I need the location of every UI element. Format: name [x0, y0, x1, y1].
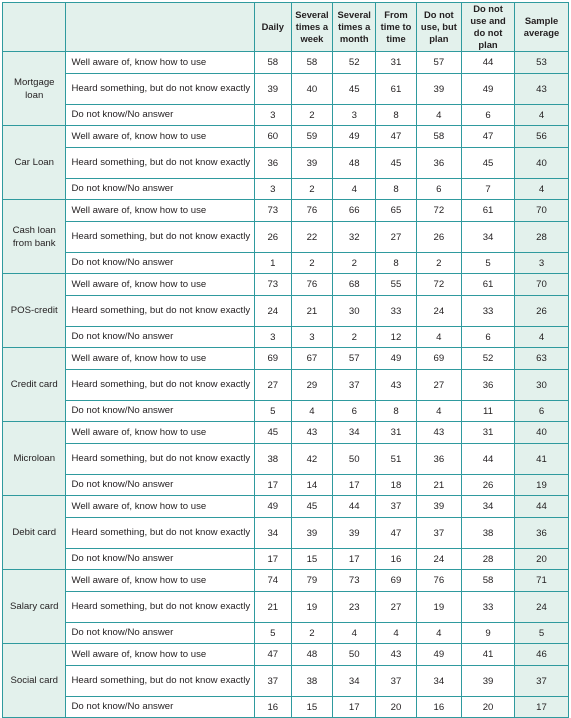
value-cell: 76 [291, 200, 332, 222]
value-cell: 24 [254, 296, 291, 327]
value-cell: 3 [254, 179, 291, 200]
value-cell: 42 [291, 444, 332, 475]
value-cell: 34 [254, 518, 291, 549]
value-cell: 17 [333, 549, 376, 570]
answer-label: Heard something, but do not know exactly [66, 296, 254, 327]
answer-label: Heard something, but do not know exactly [66, 370, 254, 401]
value-cell: 17 [254, 475, 291, 496]
header-product [3, 3, 66, 52]
value-cell: 69 [376, 570, 416, 592]
value-cell: 2 [291, 105, 332, 126]
value-cell: 12 [376, 327, 416, 348]
table-body [3, 52, 569, 718]
value-cell: 76 [291, 274, 332, 296]
value-cell: 74 [254, 570, 291, 592]
table-row [3, 148, 569, 179]
answer-label: Well aware of, know how to use [66, 52, 254, 74]
answer-label: Do not know/No answer [66, 475, 254, 496]
value-cell: 61 [462, 200, 515, 222]
sample-average-cell: 44 [514, 496, 568, 518]
value-cell: 2 [291, 179, 332, 200]
value-cell: 33 [376, 296, 416, 327]
value-cell: 17 [254, 549, 291, 570]
sample-average-cell: 46 [514, 644, 568, 666]
value-cell: 39 [416, 496, 461, 518]
value-cell: 23 [333, 592, 376, 623]
table-row [3, 253, 569, 274]
table-row [3, 105, 569, 126]
value-cell: 39 [462, 666, 515, 697]
value-cell: 7 [462, 179, 515, 200]
product-label: Mortgage loan [3, 52, 66, 126]
value-cell: 37 [376, 666, 416, 697]
header-sample-average: Sample average [514, 3, 568, 52]
value-cell: 39 [254, 74, 291, 105]
value-cell: 27 [254, 370, 291, 401]
value-cell: 49 [376, 348, 416, 370]
answer-label: Well aware of, know how to use [66, 422, 254, 444]
value-cell: 37 [376, 496, 416, 518]
value-cell: 39 [291, 148, 332, 179]
value-cell: 69 [416, 348, 461, 370]
value-cell: 61 [376, 74, 416, 105]
value-cell: 69 [254, 348, 291, 370]
value-cell: 58 [416, 126, 461, 148]
value-cell: 49 [462, 74, 515, 105]
value-cell: 43 [416, 422, 461, 444]
product-label: Credit card [3, 348, 66, 422]
sample-average-cell: 6 [514, 401, 568, 422]
table-row [3, 697, 569, 718]
value-cell: 43 [291, 422, 332, 444]
value-cell: 45 [376, 148, 416, 179]
header-not-use-plan: Do not use, but plan [416, 3, 461, 52]
value-cell: 19 [416, 592, 461, 623]
sample-average-cell: 24 [514, 592, 568, 623]
value-cell: 36 [462, 370, 515, 401]
value-cell: 43 [376, 370, 416, 401]
value-cell: 73 [254, 274, 291, 296]
sample-average-cell: 37 [514, 666, 568, 697]
table-row [3, 401, 569, 422]
table-row [3, 475, 569, 496]
value-cell: 44 [462, 444, 515, 475]
table-row [3, 444, 569, 475]
value-cell: 40 [291, 74, 332, 105]
value-cell: 37 [333, 370, 376, 401]
sample-average-cell: 4 [514, 327, 568, 348]
value-cell: 2 [333, 253, 376, 274]
value-cell: 58 [462, 570, 515, 592]
header-answer [66, 3, 254, 52]
value-cell: 1 [254, 253, 291, 274]
value-cell: 30 [333, 296, 376, 327]
value-cell: 55 [376, 274, 416, 296]
value-cell: 22 [291, 222, 332, 253]
value-cell: 34 [333, 422, 376, 444]
value-cell: 66 [333, 200, 376, 222]
sample-average-cell: 53 [514, 52, 568, 74]
sample-average-cell: 5 [514, 623, 568, 644]
value-cell: 9 [462, 623, 515, 644]
value-cell: 60 [254, 126, 291, 148]
value-cell: 16 [254, 697, 291, 718]
product-label: Microloan [3, 422, 66, 496]
table-row [3, 274, 569, 296]
sample-average-cell: 70 [514, 200, 568, 222]
value-cell: 34 [462, 222, 515, 253]
value-cell: 4 [416, 401, 461, 422]
header-several-month: Several times a month [333, 3, 376, 52]
table-row [3, 348, 569, 370]
value-cell: 4 [333, 623, 376, 644]
value-cell: 26 [254, 222, 291, 253]
value-cell: 3 [254, 327, 291, 348]
value-cell: 20 [462, 697, 515, 718]
value-cell: 31 [462, 422, 515, 444]
sample-average-cell: 30 [514, 370, 568, 401]
table-row [3, 200, 569, 222]
value-cell: 37 [254, 666, 291, 697]
answer-label: Do not know/No answer [66, 549, 254, 570]
value-cell: 38 [291, 666, 332, 697]
value-cell: 21 [291, 296, 332, 327]
awareness-table [2, 2, 569, 718]
value-cell: 49 [254, 496, 291, 518]
value-cell: 39 [291, 518, 332, 549]
value-cell: 2 [291, 623, 332, 644]
value-cell: 73 [333, 570, 376, 592]
value-cell: 6 [416, 179, 461, 200]
sample-average-cell: 40 [514, 148, 568, 179]
header-not-use-not-plan: Do not use and do not plan [462, 3, 515, 52]
value-cell: 4 [291, 401, 332, 422]
value-cell: 3 [291, 327, 332, 348]
value-cell: 59 [291, 126, 332, 148]
value-cell: 5 [462, 253, 515, 274]
answer-label: Do not know/No answer [66, 697, 254, 718]
value-cell: 38 [254, 444, 291, 475]
value-cell: 58 [254, 52, 291, 74]
value-cell: 4 [376, 623, 416, 644]
value-cell: 73 [254, 200, 291, 222]
value-cell: 47 [376, 518, 416, 549]
value-cell: 26 [416, 222, 461, 253]
answer-label: Well aware of, know how to use [66, 570, 254, 592]
value-cell: 52 [462, 348, 515, 370]
table-row [3, 422, 569, 444]
value-cell: 21 [254, 592, 291, 623]
value-cell: 43 [376, 644, 416, 666]
value-cell: 48 [291, 644, 332, 666]
value-cell: 4 [333, 179, 376, 200]
value-cell: 5 [254, 623, 291, 644]
value-cell: 48 [333, 148, 376, 179]
value-cell: 72 [416, 200, 461, 222]
value-cell: 18 [376, 475, 416, 496]
value-cell: 27 [376, 222, 416, 253]
value-cell: 50 [333, 444, 376, 475]
value-cell: 17 [333, 475, 376, 496]
header-row [3, 3, 569, 52]
value-cell: 11 [462, 401, 515, 422]
value-cell: 58 [291, 52, 332, 74]
value-cell: 4 [416, 623, 461, 644]
value-cell: 34 [416, 666, 461, 697]
product-label: Debit card [3, 496, 66, 570]
answer-label: Heard something, but do not know exactly [66, 666, 254, 697]
value-cell: 21 [416, 475, 461, 496]
answer-label: Heard something, but do not know exactly [66, 518, 254, 549]
answer-label: Do not know/No answer [66, 105, 254, 126]
value-cell: 47 [376, 126, 416, 148]
answer-label: Heard something, but do not know exactly [66, 222, 254, 253]
answer-label: Well aware of, know how to use [66, 496, 254, 518]
table-row [3, 126, 569, 148]
value-cell: 44 [333, 496, 376, 518]
product-label: Social card [3, 644, 66, 718]
answer-label: Well aware of, know how to use [66, 200, 254, 222]
value-cell: 15 [291, 549, 332, 570]
header-several-week: Several times a week [291, 3, 332, 52]
value-cell: 34 [462, 496, 515, 518]
value-cell: 2 [333, 327, 376, 348]
value-cell: 50 [333, 644, 376, 666]
table-row [3, 496, 569, 518]
value-cell: 29 [291, 370, 332, 401]
value-cell: 44 [462, 52, 515, 74]
value-cell: 36 [254, 148, 291, 179]
value-cell: 8 [376, 179, 416, 200]
answer-label: Do not know/No answer [66, 623, 254, 644]
value-cell: 24 [416, 549, 461, 570]
value-cell: 37 [416, 518, 461, 549]
value-cell: 65 [376, 200, 416, 222]
value-cell: 20 [376, 697, 416, 718]
table-row [3, 370, 569, 401]
value-cell: 2 [416, 253, 461, 274]
value-cell: 45 [333, 74, 376, 105]
sample-average-cell: 19 [514, 475, 568, 496]
answer-label: Well aware of, know how to use [66, 126, 254, 148]
value-cell: 3 [254, 105, 291, 126]
sample-average-cell: 43 [514, 74, 568, 105]
value-cell: 3 [333, 105, 376, 126]
value-cell: 45 [462, 148, 515, 179]
sample-average-cell: 4 [514, 105, 568, 126]
answer-label: Do not know/No answer [66, 327, 254, 348]
product-label: POS-credit [3, 274, 66, 348]
sample-average-cell: 28 [514, 222, 568, 253]
table-row [3, 296, 569, 327]
sample-average-cell: 17 [514, 697, 568, 718]
value-cell: 45 [291, 496, 332, 518]
sample-average-cell: 40 [514, 422, 568, 444]
value-cell: 68 [333, 274, 376, 296]
value-cell: 14 [291, 475, 332, 496]
sample-average-cell: 36 [514, 518, 568, 549]
table-row [3, 570, 569, 592]
product-label: Salary card [3, 570, 66, 644]
sample-average-cell: 26 [514, 296, 568, 327]
value-cell: 47 [254, 644, 291, 666]
value-cell: 33 [462, 592, 515, 623]
sample-average-cell: 63 [514, 348, 568, 370]
table-row [3, 52, 569, 74]
value-cell: 26 [462, 475, 515, 496]
value-cell: 4 [416, 105, 461, 126]
product-label: Car Loan [3, 126, 66, 200]
value-cell: 49 [333, 126, 376, 148]
answer-label: Do not know/No answer [66, 253, 254, 274]
value-cell: 31 [376, 422, 416, 444]
value-cell: 57 [416, 52, 461, 74]
value-cell: 67 [291, 348, 332, 370]
value-cell: 24 [416, 296, 461, 327]
table-row [3, 623, 569, 644]
value-cell: 61 [462, 274, 515, 296]
header-time-to-time: From time to time [376, 3, 416, 52]
value-cell: 8 [376, 401, 416, 422]
table-row [3, 666, 569, 697]
value-cell: 39 [333, 518, 376, 549]
value-cell: 17 [333, 697, 376, 718]
value-cell: 76 [416, 570, 461, 592]
answer-label: Well aware of, know how to use [66, 348, 254, 370]
answer-label: Heard something, but do not know exactly [66, 74, 254, 105]
table-row [3, 644, 569, 666]
value-cell: 51 [376, 444, 416, 475]
value-cell: 79 [291, 570, 332, 592]
value-cell: 16 [376, 549, 416, 570]
sample-average-cell: 41 [514, 444, 568, 475]
answer-label: Well aware of, know how to use [66, 274, 254, 296]
answer-label: Do not know/No answer [66, 401, 254, 422]
answer-label: Well aware of, know how to use [66, 644, 254, 666]
sample-average-cell: 56 [514, 126, 568, 148]
value-cell: 36 [416, 148, 461, 179]
value-cell: 49 [416, 644, 461, 666]
sample-average-cell: 20 [514, 549, 568, 570]
value-cell: 27 [416, 370, 461, 401]
answer-label: Heard something, but do not know exactly [66, 148, 254, 179]
value-cell: 34 [333, 666, 376, 697]
value-cell: 16 [416, 697, 461, 718]
value-cell: 72 [416, 274, 461, 296]
value-cell: 6 [333, 401, 376, 422]
value-cell: 6 [462, 105, 515, 126]
value-cell: 47 [462, 126, 515, 148]
table-row [3, 327, 569, 348]
table-row [3, 549, 569, 570]
header-daily: Daily [254, 3, 291, 52]
table-row [3, 74, 569, 105]
value-cell: 28 [462, 549, 515, 570]
value-cell: 27 [376, 592, 416, 623]
value-cell: 39 [416, 74, 461, 105]
value-cell: 31 [376, 52, 416, 74]
value-cell: 5 [254, 401, 291, 422]
value-cell: 57 [333, 348, 376, 370]
value-cell: 4 [416, 327, 461, 348]
sample-average-cell: 71 [514, 570, 568, 592]
table-row [3, 222, 569, 253]
value-cell: 6 [462, 327, 515, 348]
value-cell: 32 [333, 222, 376, 253]
value-cell: 36 [416, 444, 461, 475]
value-cell: 2 [291, 253, 332, 274]
answer-label: Heard something, but do not know exactly [66, 592, 254, 623]
table-row [3, 592, 569, 623]
table-row [3, 518, 569, 549]
value-cell: 33 [462, 296, 515, 327]
answer-label: Heard something, but do not know exactly [66, 444, 254, 475]
product-label: Cash loan from bank [3, 200, 66, 274]
sample-average-cell: 70 [514, 274, 568, 296]
table-row [3, 179, 569, 200]
value-cell: 19 [291, 592, 332, 623]
value-cell: 38 [462, 518, 515, 549]
value-cell: 8 [376, 105, 416, 126]
value-cell: 15 [291, 697, 332, 718]
value-cell: 52 [333, 52, 376, 74]
sample-average-cell: 4 [514, 179, 568, 200]
answer-label: Do not know/No answer [66, 179, 254, 200]
value-cell: 41 [462, 644, 515, 666]
value-cell: 8 [376, 253, 416, 274]
value-cell: 45 [254, 422, 291, 444]
sample-average-cell: 3 [514, 253, 568, 274]
